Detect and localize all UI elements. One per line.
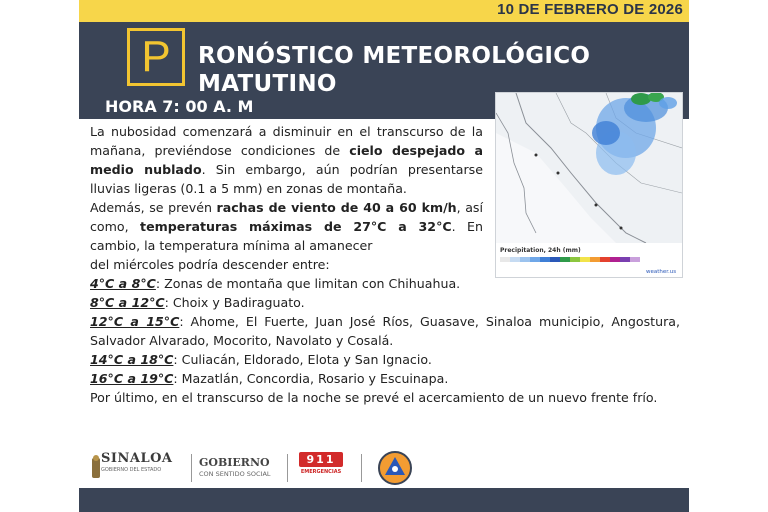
p2-bold-temp: temperaturas máximas de 27°C a 32°C <box>140 219 452 234</box>
p2-bold-wind: rachas de viento de 40 a 60 km/h <box>216 200 457 215</box>
gobierno-logo-text: GOBIERNO <box>199 456 270 469</box>
paragraph-closing: Por último, en el transcurso de la noche se prevé el acercamiento de un nuevo frente frío. <box>90 390 658 405</box>
bottom-bar <box>79 488 689 512</box>
range-item <box>90 350 680 369</box>
range-value: 14°C a 18°C <box>90 352 174 367</box>
map-brand: weather.us <box>646 269 677 275</box>
date-bar <box>79 0 689 22</box>
divider <box>191 454 192 482</box>
forecast-body <box>90 122 680 407</box>
p2-text-e: . En cambio, la temperatura mínima al amanecer <box>90 219 483 253</box>
gobierno-logo-subtitle: CON SENTIDO SOCIAL <box>199 470 271 478</box>
range-value: 8°C a 12°C <box>90 295 165 310</box>
date-label: 10 DE FEBRERO DE 2026 <box>497 1 683 18</box>
range-value: 12°C a 15°C <box>90 314 180 329</box>
title-line-2: MATUTINO <box>198 71 337 97</box>
range-value: 16°C a 19°C <box>90 371 174 386</box>
p1-bold: cielo despejado a medio nublado <box>90 143 483 177</box>
sinaloa-emblem-icon <box>91 454 101 482</box>
forecast-card <box>79 0 689 512</box>
footer-logos <box>79 448 689 488</box>
p1-text-c: . Sin embargo, aún podrían presentarse lluvias ligeras (0.1 a 5 mm) en zonas de montaña. <box>90 162 483 196</box>
page-title <box>198 42 678 98</box>
map-caption: Precipitation, 24h (mm) <box>500 247 581 254</box>
title-initial-box: P <box>127 28 185 86</box>
range-item <box>90 293 680 312</box>
emergency-number: 911 <box>299 452 343 467</box>
range-text: : Mazatlán, Concordia, Rosario y Escuinapa. <box>173 371 449 386</box>
paragraph-min-temp-intro: del miércoles podría descender entre: <box>90 257 330 272</box>
range-item <box>90 312 680 350</box>
range-text: : Culiacán, Eldorado, Elota y San Ignacio. <box>173 352 432 367</box>
p2-text-a: Además, se prevén <box>90 200 217 215</box>
range-item <box>90 274 680 293</box>
paragraph-wind <box>90 198 483 255</box>
p2-text-c: , así como, <box>90 200 483 234</box>
range-item <box>90 369 680 388</box>
time-label: HORA 7: 00 A. M <box>105 97 254 116</box>
range-text: : Zonas de montaña que limitan con Chihuahua. <box>155 276 461 291</box>
title-line-1: RONÓSTICO METEOROLÓGICO <box>198 43 591 69</box>
emergency-911-logo <box>299 452 343 484</box>
range-text: : Ahome, El Fuerte, Juan José Ríos, Guasave, Sinaloa municipio, Angostura, Salvador Alvarado, Mocorito, Navolato y Cosalá. <box>90 314 680 348</box>
p1-text-a: La nubosidad comenzará a disminuir en el transcurso de la mañana, previéndose condiciones de <box>90 124 483 158</box>
range-text: : Choix y Badiraguato. <box>164 295 305 310</box>
sinaloa-logo-subtitle: GOBIERNO DEL ESTADO <box>101 467 162 473</box>
proteccion-civil-logo-icon <box>377 450 413 486</box>
emergency-label: EMERGENCIAS <box>300 469 342 475</box>
range-value: 4°C a 8°C <box>90 276 156 291</box>
divider <box>287 454 288 482</box>
divider <box>361 454 362 482</box>
sinaloa-logo-text: SINALOA <box>101 451 173 466</box>
paragraph-cloudiness <box>90 122 483 198</box>
